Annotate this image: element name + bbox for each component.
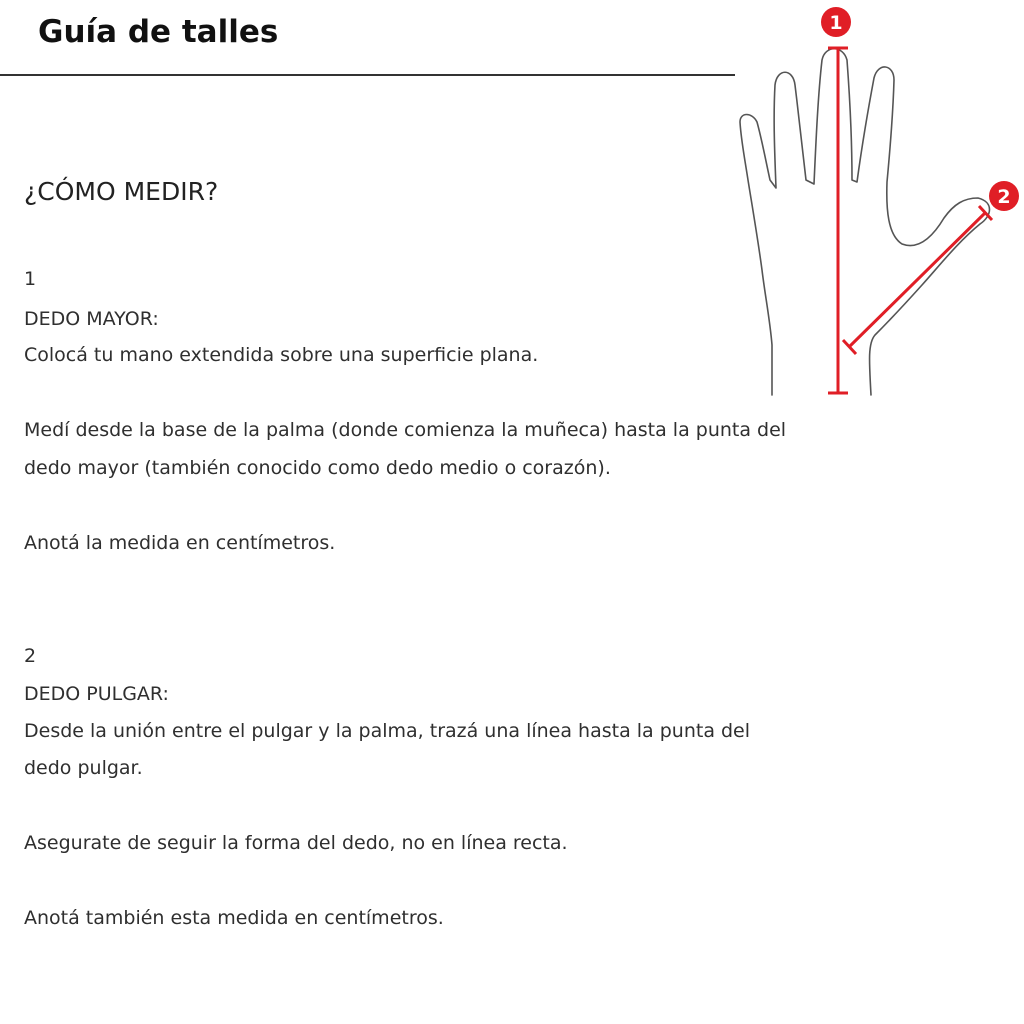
step-2-instruction-1b: dedo pulgar. [24,757,143,779]
hand-outline [740,49,990,395]
title-divider [0,74,735,76]
step-1-instruction-2b: dedo mayor (también conocido como dedo medio o corazón). [24,457,611,479]
step-2-name: DEDO PULGAR: [24,683,169,705]
step-1-instruction-1: Colocá tu mano extendida sobre una superficie plana. [24,344,539,366]
hand-diagram [735,0,1024,410]
step-2-number: 2 [24,645,37,667]
marker-1 [821,7,851,37]
marker-2-label: 2 [997,186,1011,208]
step-2-instruction-2: Asegurate de seguir la forma del dedo, no en línea recta. [24,832,568,854]
section-heading: ¿CÓMO MEDIR? [24,177,219,206]
thumb-measure-line [849,213,985,347]
step-1-instruction-3: Anotá la medida en centímetros. [24,532,336,554]
page-title: Guía de talles [38,14,279,50]
marker-1-label: 1 [829,12,843,34]
marker-2 [989,181,1019,211]
step-2-instruction-1a: Desde la unión entre el pulgar y la palma, trazá una línea hasta la punta del [24,720,751,742]
step-1-name: DEDO MAYOR: [24,308,159,330]
step-2-instruction-3: Anotá también esta medida en centímetros. [24,907,444,929]
step-1-number: 1 [24,268,37,290]
step-1-instruction-2a: Medí desde la base de la palma (donde comienza la muñeca) hasta la punta del [24,419,787,441]
